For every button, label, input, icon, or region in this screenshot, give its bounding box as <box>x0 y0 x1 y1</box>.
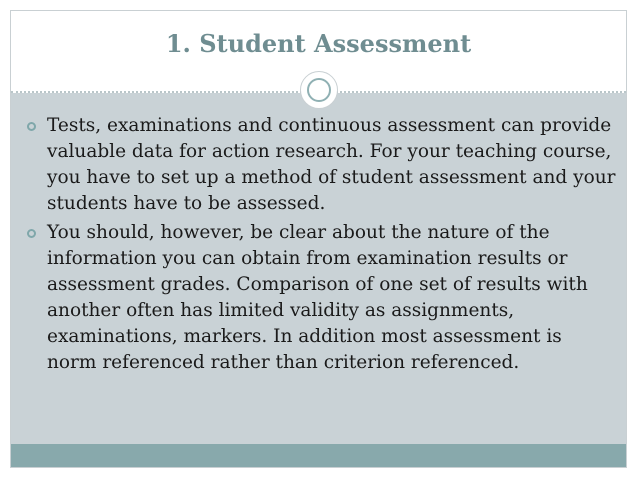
slide-body <box>11 93 626 444</box>
footer-bar <box>11 444 626 467</box>
bullet-item <box>21 113 616 217</box>
bullet-item <box>21 220 616 376</box>
bullet-text: You should, however, be clear about the nature of the information you can obtain from examination results or assessment grades. Comparison of one set of results with another often has limited validity as assignments, examinations, markers. In addition most assessment is norm referenced rather than criterion referenced. <box>47 222 588 373</box>
circle-ornament-inner <box>307 78 331 102</box>
circle-ornament-icon <box>300 71 338 109</box>
slide <box>10 10 627 468</box>
ring-bullet-icon <box>27 229 36 238</box>
bullet-list <box>21 113 616 379</box>
ring-bullet-icon <box>27 122 36 131</box>
slide-title: 1. Student Assessment <box>165 29 472 58</box>
bullet-text: Tests, examinations and continuous assessment can provide valuable data for action research. For your teaching course, you have to set up a method of student assessment and your students have to be assessed. <box>47 115 616 214</box>
